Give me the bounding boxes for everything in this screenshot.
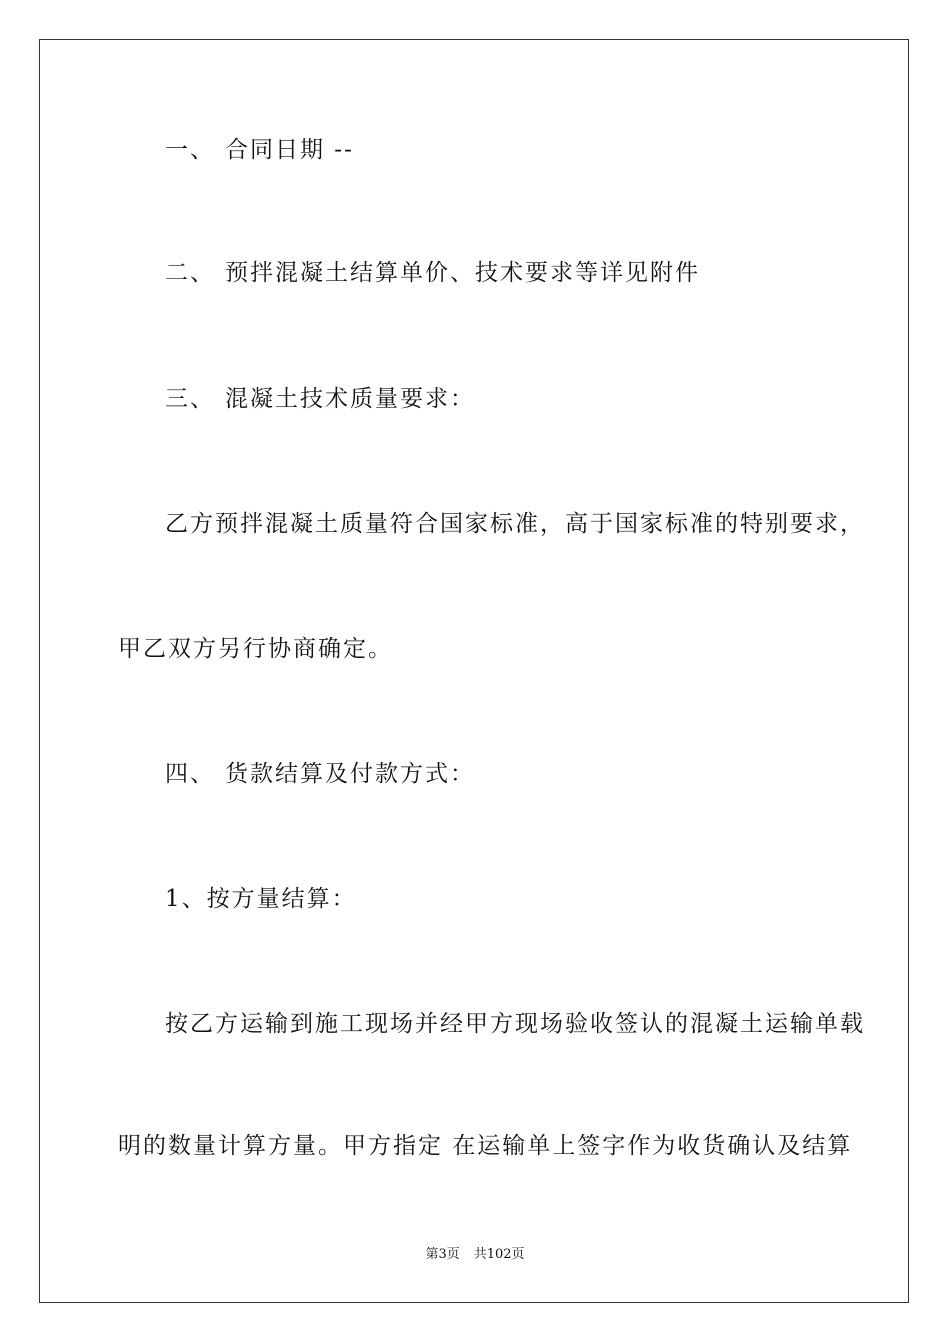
heading-text: 合同日期 -- xyxy=(225,137,354,163)
page-number: 第3页 xyxy=(425,1247,460,1262)
subheading-volume-settlement xyxy=(165,884,357,914)
paragraph-line xyxy=(165,1009,865,1039)
paragraph-text: 按乙方运输到施工现场并经甲方现场验收签认的混凝土运输单载 xyxy=(165,1011,865,1037)
paragraph-line xyxy=(118,634,393,664)
heading-number: 一、 xyxy=(165,137,215,163)
heading-number: 四、 xyxy=(165,761,215,787)
paragraph-line xyxy=(165,509,865,539)
page-footer xyxy=(0,1246,950,1264)
heading-unit-price xyxy=(165,258,700,288)
heading-text: 混凝土技术质量要求： xyxy=(225,386,475,412)
subheading-text: 1、按方量结算： xyxy=(165,886,357,912)
heading-number: 二、 xyxy=(165,260,215,286)
paragraph-text: 明的数量计算方量。甲方指定 在运输单上签字作为收货确认及结算 xyxy=(118,1133,853,1159)
page-total: 共102页 xyxy=(473,1247,525,1262)
page-border xyxy=(39,39,909,1303)
paragraph-text: 甲乙双方另行协商确定。 xyxy=(118,636,393,662)
paragraph-line xyxy=(118,1131,852,1161)
heading-number: 三、 xyxy=(165,386,215,412)
heading-text: 预拌混凝土结算单价、技术要求等详见附件 xyxy=(225,260,700,286)
paragraph-text: 乙方预拌混凝土质量符合国家标准，高于国家标准的特别要求， xyxy=(165,511,865,537)
heading-payment-terms xyxy=(165,759,475,789)
heading-contract-date xyxy=(165,135,354,165)
heading-quality-requirements xyxy=(165,384,475,414)
heading-text: 货款结算及付款方式： xyxy=(225,761,475,787)
